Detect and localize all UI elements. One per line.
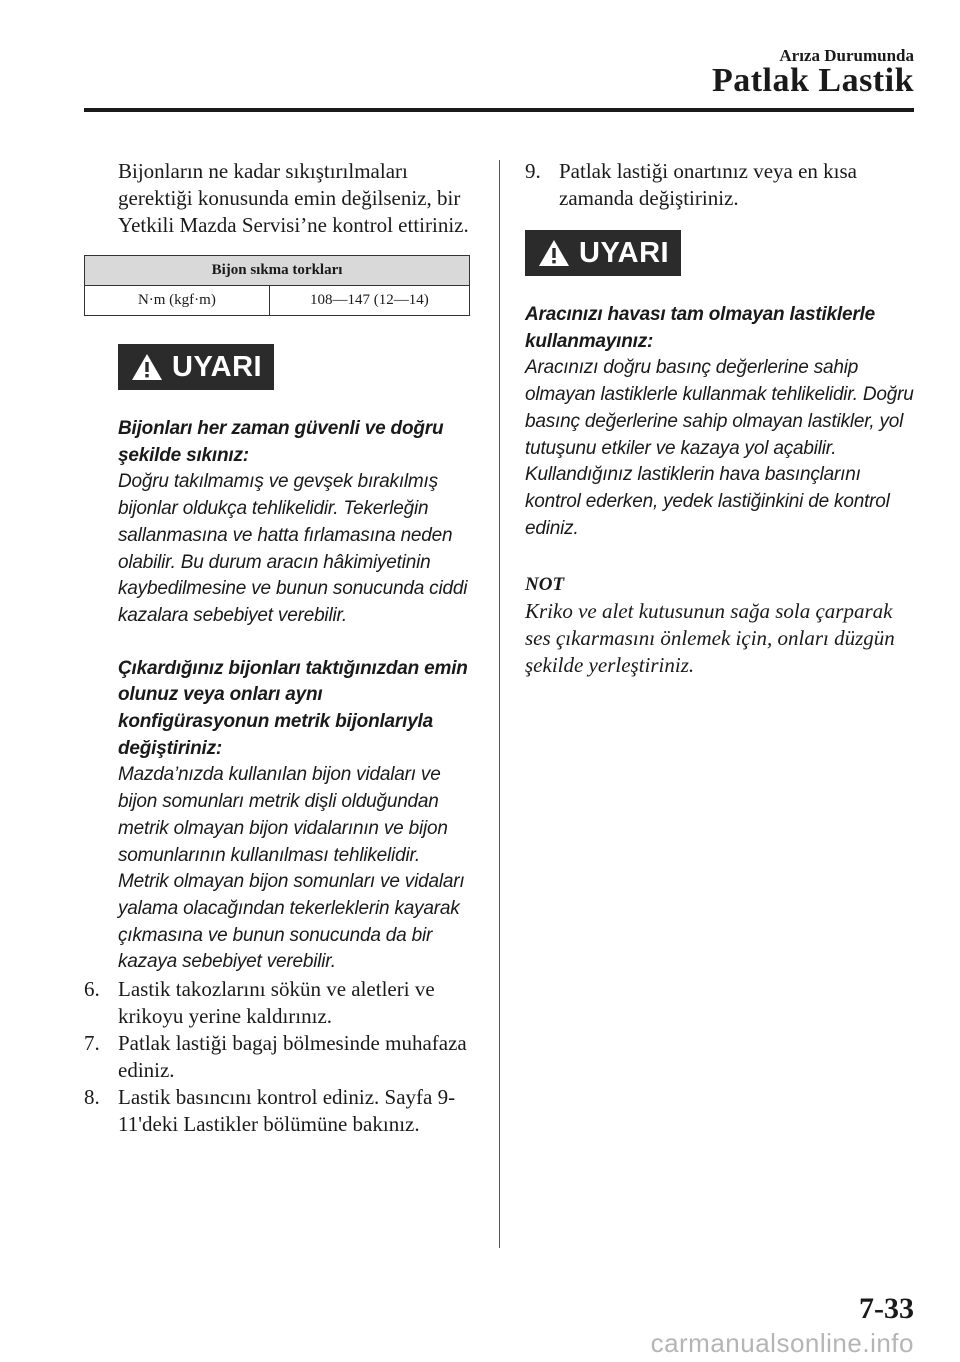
torque-value-cell: 108—147 (12—14) <box>269 286 469 316</box>
warning1-body: Doğru takılmamış ve gevşek bırakılmış bijonlar oldukça tehlikelidir. Tekerleğin sallanmasına ve hatta fırlamasına neden olabilir. Bu durum aracın hâkimiyetinin kaybedilmesine ve bunun sonucunda ciddi kazalara sebebiyet verebilir. <box>118 471 468 626</box>
list-item <box>84 976 472 1030</box>
warning-block-1 <box>84 416 472 976</box>
warning2-title: Çıkardığınız bijonları taktığınızdan emin olunuz veya onları aynı konfigürasyonun metrik bijonlarıyla değiştiriniz: <box>118 657 468 759</box>
warning-badge <box>525 230 681 276</box>
torque-table <box>84 255 470 316</box>
warning3-body: Aracınızı doğru basınç değerlerine sahip olmayan lastiklerle kullanmak tehlikelidir. Doğru basınç değerlerine sahip olmayan lastikler, yol tutuşunu etkiler ve kazaya yol açabilir. Kullandığınız lastiklerin hava basınçlarını kontrol ederken, yedek lastiğinkini de kontrol ediniz. <box>525 357 914 539</box>
note-text: Kriko ve alet kutusunun sağa sola çarparak ses çıkarmasını önlemek için, onları düzgün şekilde yerleştiriniz. <box>525 599 895 678</box>
note-label: NOT <box>525 574 565 596</box>
warning-triangle-icon <box>537 238 571 268</box>
left-column <box>84 158 472 1138</box>
step-number: 6. <box>84 977 100 1002</box>
right-column <box>525 158 917 679</box>
list-item <box>84 1084 472 1138</box>
step-text: Patlak lastiği onartınız veya en kısa zamanda değiştiriniz. <box>559 159 857 210</box>
intro-paragraph: Bijonların ne kadar sıkıştırılmaları gerektiği konusunda emin değilseniz, bir Yetkili Mazda Servisi’ne kontrol ettiriniz. <box>118 159 469 237</box>
step-number: 7. <box>84 1031 100 1056</box>
note-block <box>525 572 917 679</box>
warning-block-3 <box>525 302 917 542</box>
page-title: Patlak Lastik <box>711 62 914 99</box>
step-list <box>84 976 472 1138</box>
page-number: 7-33 <box>859 1292 914 1325</box>
step-text: Lastik basıncını kontrol ediniz. Sayfa 9-11'deki Lastikler bölümüne bakınız. <box>118 1085 456 1137</box>
list-item <box>525 158 917 212</box>
warning-triangle-icon <box>130 352 164 382</box>
warning-badge <box>118 344 274 390</box>
list-item <box>84 1030 472 1084</box>
torque-unit-cell: N·m (kgf·m) <box>85 286 270 316</box>
section-heading: Arıza Durumunda <box>779 46 914 65</box>
warning1-title: Bijonları her zaman güvenli ve doğru şekilde sıkınız: <box>118 418 444 466</box>
step-text: Lastik takozlarını sökün ve aletleri ve krikoyu yerine kaldırınız. <box>118 977 435 1029</box>
torque-table-caption: Bijon sıkma torkları <box>85 256 470 286</box>
watermark: carmanualsonline.info <box>650 1328 914 1358</box>
warning3-title: Aracınızı havası tam olmayan lastiklerle kullanmayınız: <box>525 304 876 352</box>
step-number: 8. <box>84 1085 100 1110</box>
warning-label: UYARI <box>172 350 263 383</box>
warning2-body: Mazda’nızda kullanılan bijon vidaları ve bijon somunları metrik dişli olduğundan metrik olmayan bijon vidalarının ve bijon somunlarının kullanılması tehlikelidir. Metrik olmayan bijon somunları ve vidaları yalama olacağından tekerleklerin kayarak çıkmasına ve bunun sonucunda da bir kazaya sebebiyet verebilir. <box>118 764 465 973</box>
column-divider <box>499 160 500 1248</box>
step-text: Patlak lastiği bagaj bölmesinde muhafaza ediniz. <box>118 1031 467 1083</box>
step-number: 9. <box>525 159 541 183</box>
header-rule <box>84 108 914 112</box>
warning-label: UYARI <box>579 236 670 269</box>
